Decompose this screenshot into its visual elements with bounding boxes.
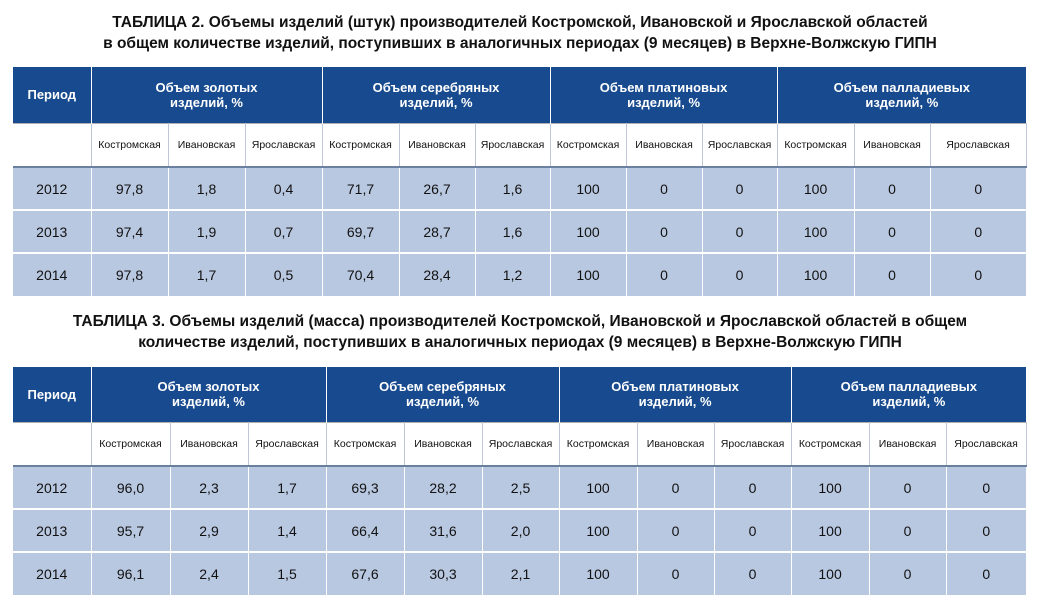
value-cell: 69,7: [322, 210, 399, 253]
group-header-line: изделий, %: [865, 94, 939, 110]
value-cell: 97,8: [91, 167, 168, 210]
value-cell: 0: [702, 167, 777, 210]
group-header-platinum: [550, 67, 777, 123]
subheader-ivanovo: Ивановская: [626, 123, 702, 167]
value-cell: 100: [559, 509, 637, 552]
subheader-ivanovo: Ивановская: [869, 422, 946, 466]
value-cell: 2,1: [482, 552, 559, 595]
table2: [13, 67, 1027, 296]
value-cell: 1,7: [248, 466, 326, 509]
table-row: [13, 253, 1026, 296]
value-cell: 67,6: [326, 552, 404, 595]
group-header-gold: [91, 367, 326, 422]
group-header-line: Объем палладиевых: [833, 79, 971, 95]
value-cell: 0: [854, 210, 930, 253]
subheader-ivanovo: Ивановская: [170, 422, 248, 466]
value-cell: 1,4: [248, 509, 326, 552]
value-cell: 1,8: [168, 167, 245, 210]
table2-header-row: [13, 67, 1026, 123]
period-cell: 2013: [13, 210, 91, 253]
value-cell: 0: [946, 509, 1026, 552]
value-cell: 100: [791, 509, 869, 552]
value-cell: 100: [791, 466, 869, 509]
value-cell: 100: [559, 552, 637, 595]
value-cell: 100: [550, 210, 626, 253]
group-header-line: изделий, %: [872, 394, 946, 410]
period-cell: 2012: [13, 466, 91, 509]
period-header: Период: [13, 367, 91, 422]
group-header-silver: [322, 67, 550, 123]
group-header-line: Объем золотых: [155, 79, 258, 95]
value-cell: 0: [854, 167, 930, 210]
value-cell: 100: [777, 167, 854, 210]
value-cell: 0: [702, 253, 777, 296]
value-cell: 0: [946, 466, 1026, 509]
value-cell: 0: [869, 552, 946, 595]
value-cell: 0,4: [245, 167, 322, 210]
value-cell: 26,7: [399, 167, 475, 210]
value-cell: 1,7: [168, 253, 245, 296]
value-cell: 96,1: [91, 552, 170, 595]
value-cell: 1,6: [475, 210, 550, 253]
value-cell: 0: [869, 509, 946, 552]
subheader-yaroslavl: Ярославская: [245, 123, 322, 167]
table3-caption-line2: количестве изделий, поступивших в аналогичных периодах (9 месяцев) в Верхне-Волжскую ГИПН: [138, 334, 902, 351]
value-cell: 66,4: [326, 509, 404, 552]
value-cell: 0: [637, 552, 714, 595]
subheader-ivanovo: Ивановская: [168, 123, 245, 167]
value-cell: 2,3: [170, 466, 248, 509]
value-cell: 28,4: [399, 253, 475, 296]
group-header-line: Объем платиновых: [611, 379, 739, 395]
subheader-ivanovo: Ивановская: [404, 422, 482, 466]
value-cell: 2,9: [170, 509, 248, 552]
subheader-yaroslavl: Ярославская: [714, 422, 791, 466]
group-header-silver: [326, 367, 559, 422]
value-cell: 1,5: [248, 552, 326, 595]
table3-subheader-row: [13, 422, 1026, 466]
subheader-yaroslavl: Ярославская: [475, 123, 550, 167]
value-cell: 0: [930, 253, 1026, 296]
value-cell: 95,7: [91, 509, 170, 552]
subheader-yaroslavl: Ярославская: [930, 123, 1026, 167]
subheader-empty: [13, 422, 91, 466]
table-row: [13, 210, 1026, 253]
group-header-palladium: [791, 367, 1026, 422]
group-header-line: изделий, %: [406, 394, 480, 410]
table3-header-row: [13, 367, 1026, 422]
value-cell: 28,2: [404, 466, 482, 509]
subheader-ivanovo: Ивановская: [399, 123, 475, 167]
group-header-line: изделий, %: [627, 94, 701, 110]
value-cell: 0,7: [245, 210, 322, 253]
subheader-yaroslavl: Ярославская: [248, 422, 326, 466]
value-cell: 100: [550, 167, 626, 210]
value-cell: 0: [626, 210, 702, 253]
period-cell: 2013: [13, 509, 91, 552]
table3-caption-line1: ТАБЛИЦА 3. Объемы изделий (масса) производителей Костромской, Ивановской и Ярославской областей в общем: [72, 313, 968, 330]
value-cell: 97,8: [91, 253, 168, 296]
subheader-ivanovo: Ивановская: [854, 123, 930, 167]
value-cell: 100: [777, 210, 854, 253]
subheader-yaroslavl: Ярославская: [946, 422, 1026, 466]
value-cell: 1,6: [475, 167, 550, 210]
table2-caption-line1: ТАБЛИЦА 2. Объемы изделий (штук) производителей Костромской, Ивановской и Ярославской областей: [112, 14, 928, 31]
value-cell: 2,0: [482, 509, 559, 552]
value-cell: 1,2: [475, 253, 550, 296]
value-cell: 100: [550, 253, 626, 296]
value-cell: 96,0: [91, 466, 170, 509]
period-cell: 2012: [13, 167, 91, 210]
value-cell: 1,9: [168, 210, 245, 253]
table2-caption: [0, 12, 1040, 54]
period-cell: 2014: [13, 552, 91, 595]
subheader-kostroma: Костромская: [91, 422, 170, 466]
value-cell: 0: [714, 466, 791, 509]
value-cell: 0: [930, 210, 1026, 253]
subheader-kostroma: Костромская: [791, 422, 869, 466]
table-row: [13, 167, 1026, 210]
value-cell: 70,4: [322, 253, 399, 296]
group-header-palladium: [777, 67, 1026, 123]
group-header-line: Объем серебряных: [372, 79, 500, 95]
subheader-kostroma: Костромская: [326, 422, 404, 466]
table2-caption-line2: в общем количестве изделий, поступивших в аналогичных периодах (9 месяцев) в Верхне-Волжскую ГИПН: [103, 35, 937, 52]
value-cell: 2,4: [170, 552, 248, 595]
value-cell: 69,3: [326, 466, 404, 509]
value-cell: 100: [559, 466, 637, 509]
table3: [13, 367, 1027, 595]
group-header-line: изделий, %: [170, 94, 243, 110]
subheader-kostroma: Костромская: [777, 123, 854, 167]
table2-subheader-row: [13, 123, 1026, 167]
value-cell: 97,4: [91, 210, 168, 253]
value-cell: 0: [869, 466, 946, 509]
value-cell: 71,7: [322, 167, 399, 210]
subheader-ivanovo: Ивановская: [637, 422, 714, 466]
value-cell: 0: [854, 253, 930, 296]
value-cell: 0: [930, 167, 1026, 210]
group-header-line: Объем золотых: [157, 379, 260, 395]
table-row: [13, 466, 1026, 509]
subheader-empty: [13, 123, 91, 167]
value-cell: 100: [791, 552, 869, 595]
group-header-line: Объем палладиевых: [840, 379, 978, 395]
value-cell: 28,7: [399, 210, 475, 253]
subheader-kostroma: Костромская: [550, 123, 626, 167]
subheader-kostroma: Костромская: [322, 123, 399, 167]
value-cell: 0: [626, 253, 702, 296]
group-header-platinum: [559, 367, 791, 422]
subheader-yaroslavl: Ярославская: [482, 422, 559, 466]
value-cell: 31,6: [404, 509, 482, 552]
value-cell: 30,3: [404, 552, 482, 595]
group-header-line: изделий, %: [172, 394, 245, 410]
subheader-kostroma: Костромская: [559, 422, 637, 466]
table-row: [13, 509, 1026, 552]
group-header-line: изделий, %: [638, 394, 712, 410]
value-cell: 2,5: [482, 466, 559, 509]
value-cell: 0: [637, 466, 714, 509]
group-header-line: Объем платиновых: [599, 79, 728, 95]
value-cell: 0: [702, 210, 777, 253]
value-cell: 0: [637, 509, 714, 552]
value-cell: 0: [714, 509, 791, 552]
subheader-kostroma: Костромская: [91, 123, 168, 167]
group-header-gold: [91, 67, 322, 123]
value-cell: 0,5: [245, 253, 322, 296]
period-header: Период: [13, 67, 91, 123]
value-cell: 0: [946, 552, 1026, 595]
value-cell: 100: [777, 253, 854, 296]
period-cell: 2014: [13, 253, 91, 296]
table-row: [13, 552, 1026, 595]
group-header-line: Объем серебряных: [379, 379, 506, 395]
subheader-yaroslavl: Ярославская: [702, 123, 777, 167]
value-cell: 0: [626, 167, 702, 210]
value-cell: 0: [714, 552, 791, 595]
group-header-line: изделий, %: [399, 94, 473, 110]
table3-caption: [0, 311, 1040, 353]
